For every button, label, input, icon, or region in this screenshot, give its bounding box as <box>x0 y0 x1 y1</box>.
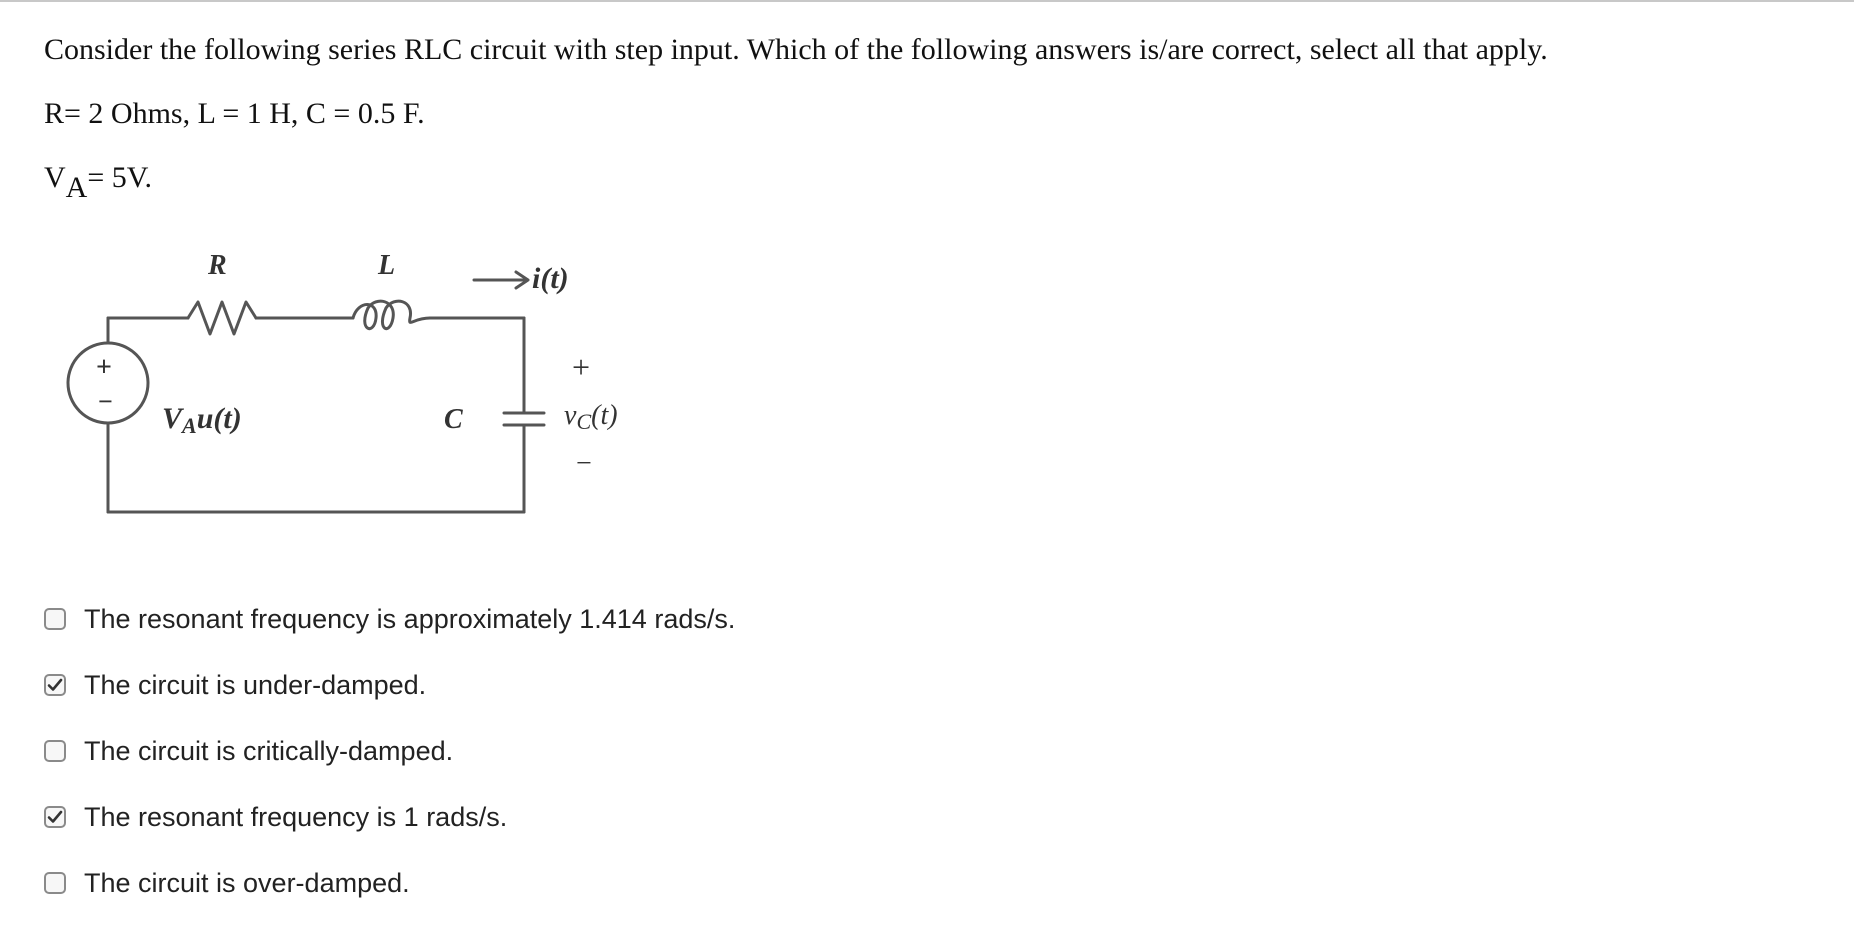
question-text: Consider the following series RLC circuit with step input. Which of the following answers is/are correct, select all that apply. <box>44 33 1548 66</box>
option-label: The resonant frequency is 1 rads/s. <box>84 801 508 832</box>
capacitor-label: C <box>444 404 463 435</box>
checkbox[interactable] <box>44 674 66 696</box>
resistor-symbol <box>188 302 256 334</box>
option-label: The circuit is critically-damped. <box>84 735 454 766</box>
capacitor-symbol <box>504 413 544 425</box>
source-plus: + <box>96 352 112 383</box>
component-values: R= 2 Ohms, L = 1 H, C = 0.5 F. <box>44 97 425 130</box>
option-over-damped[interactable] <box>44 850 735 916</box>
option-resonant-1-414[interactable] <box>44 586 735 652</box>
checkbox[interactable] <box>44 740 66 762</box>
inductor-label: L <box>378 250 396 281</box>
option-label: The circuit is under-damped. <box>84 669 427 700</box>
checkmark-icon <box>47 677 63 693</box>
option-label: The circuit is over-damped. <box>84 867 410 898</box>
capacitor-voltage-label: vC(t) <box>564 400 618 434</box>
source-minus: − <box>98 387 113 416</box>
capacitor-minus: − <box>576 448 592 479</box>
checkbox[interactable] <box>44 872 66 894</box>
answer-options <box>44 586 735 916</box>
checkmark-icon <box>47 809 63 825</box>
current-arrow <box>474 272 528 288</box>
source-label: VAu(t) <box>162 402 242 438</box>
current-label: i(t) <box>532 262 569 295</box>
checkbox[interactable] <box>44 806 66 828</box>
source-voltage-value: $V_A= 5V$. <box>44 161 153 204</box>
inductor-symbol <box>353 301 430 328</box>
option-critically-damped[interactable] <box>44 718 735 784</box>
resistor-label: R <box>208 250 227 281</box>
option-under-damped[interactable] <box>44 652 735 718</box>
option-label: The resonant frequency is approximately 1.414 rads/s. <box>84 603 736 634</box>
checkbox[interactable] <box>44 608 66 630</box>
rlc-circuit-diagram <box>58 238 658 518</box>
top-divider <box>0 0 1854 2</box>
option-resonant-1[interactable] <box>44 784 735 850</box>
capacitor-plus: + <box>572 349 591 385</box>
